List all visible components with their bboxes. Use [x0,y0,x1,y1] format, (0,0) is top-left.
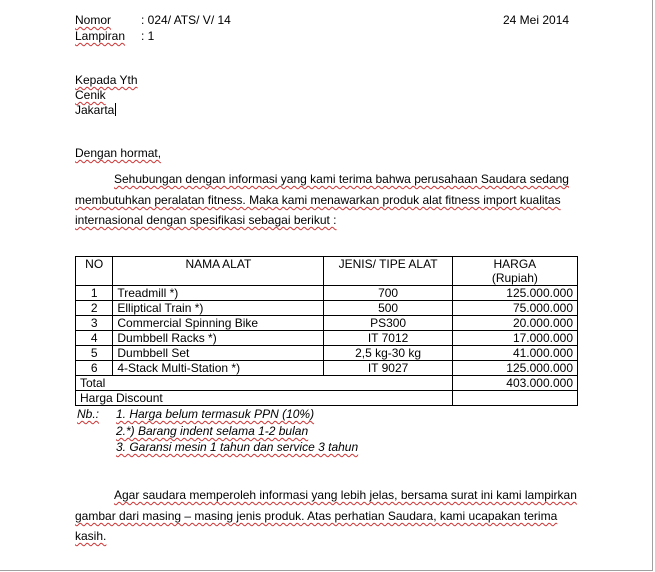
row-price: 75.000.000 [452,301,577,316]
closing-line1: Agar saudara memperoleh informasi yang lebih jelas, bersama surat ini kami lampirkan [114,488,577,502]
table-row [76,346,578,361]
table-row [76,316,578,331]
row-name: Elliptical Train *) [113,301,324,316]
lampiran-value: : 1 [141,29,155,43]
recipient-city [75,103,116,117]
intro-line3: internasional dengan spesifikasi sebagai berikut : [75,213,337,227]
row-type: IT 7012 [324,331,452,346]
text-cursor [115,103,116,116]
table-row [76,361,578,376]
row-no: 1 [76,286,113,301]
discount-row [76,391,578,406]
nomor-value: : 024/ ATS/ V/ 14 [141,13,231,27]
discount-label: Harga Discount [76,391,453,406]
table-row [76,331,578,346]
row-name: Treadmill *) [113,286,324,301]
closing-line2: gambar dari masing – masing jenis produk. Atas perhatian Saudara, kami ucapakan terima [75,509,558,523]
row-name: Dumbbell Set [113,346,324,361]
header-price-unit: (Rupiah) [491,271,538,285]
intro-line1: Sehubungan dengan informasi yang kami terima bahwa perusahaan Saudara sedang [114,172,569,186]
row-price: 125.000.000 [452,361,577,376]
row-name: 4-Stack Multi-Station *) [113,361,324,376]
notes-label: Nb.: [77,407,100,421]
total-label: Total [76,376,453,391]
recipient-name: Cenik [75,88,106,102]
nomor-label: Nomor [75,13,112,27]
row-price: 125.000.000 [452,286,577,301]
row-price: 41.000.000 [452,346,577,361]
header-name: NAMA ALAT [113,257,324,286]
row-no: 3 [76,316,113,331]
price-table [75,256,578,406]
row-no: 2 [76,301,113,316]
row-type: IT 9027 [324,361,452,376]
row-name: Dumbbell Racks *) [113,331,324,346]
lampiran-label: Lampiran [75,29,126,43]
row-price: 17.000.000 [452,331,577,346]
row-name: Commercial Spinning Bike [113,316,324,331]
note-item: 2.*) Barang indent selama 1-2 bulan [116,424,309,438]
table-row [76,301,578,316]
total-row [76,376,578,391]
closing-line3: kasih. [75,529,107,543]
header-no: NO [76,257,113,286]
row-type: 2,5 kg-30 kg [324,346,452,361]
table-header-row [76,257,578,286]
discount-value [452,391,577,406]
row-type: PS300 [324,316,452,331]
recipient-city-text: Jakarta [75,103,115,117]
row-no: 4 [76,331,113,346]
greeting: Dengan hormat, [75,146,162,160]
table-row [76,286,578,301]
header-price-label: HARGA [493,257,537,271]
letter-date: 24 Mei 2014 [503,13,570,27]
row-no: 6 [76,361,113,376]
recipient-line1: Kepada Yth [75,73,138,87]
note-item: 1. Harga belum termasuk PPN (10%) [116,407,315,421]
row-price: 20.000.000 [452,316,577,331]
header-price [452,257,577,286]
row-type: 500 [324,301,452,316]
row-type: 700 [324,286,452,301]
total-value: 403.000.000 [452,376,577,391]
note-item: 3. Garansi mesin 1 tahun dan service 3 tahun [116,440,359,454]
header-type: JENIS/ TIPE ALAT [324,257,452,286]
intro-line2: membutuhkan peralatan fitness. Maka kami menawarkan produk alat fitness import kualitas [75,193,561,207]
row-no: 5 [76,346,113,361]
